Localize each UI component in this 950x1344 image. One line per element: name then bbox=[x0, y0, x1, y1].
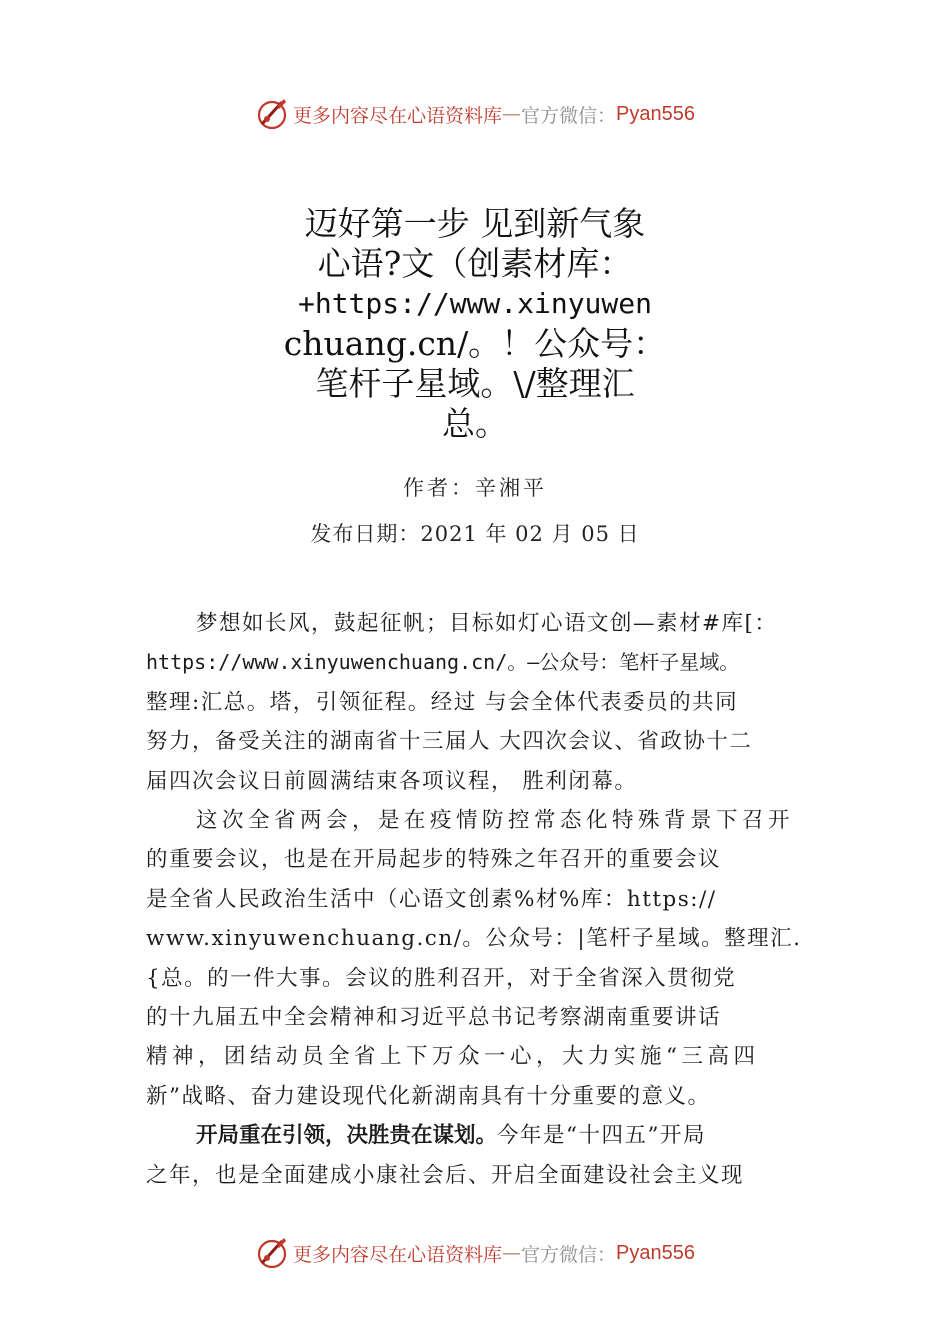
body-line: 届四次会议日前圆满结束各项议程， 胜利闭幕。 bbox=[146, 768, 638, 794]
banner-wechat-id: Pyan556 bbox=[616, 1241, 695, 1264]
body-line: https://www.xinyuwenchuang.cn/。—公众号：笔杆子星域。 bbox=[146, 650, 740, 675]
document-title bbox=[275, 204, 675, 444]
body-line-tail: 今年是“十四五”开局 bbox=[497, 1123, 706, 1149]
banner-separator: — bbox=[502, 1242, 522, 1264]
body-line: 的重要会议，也是在开局起步的特殊之年召开的重要会议 bbox=[146, 847, 722, 873]
body-line: 整理:汇总。塔，引领征程。经过 与会全体代表委员的共同 bbox=[146, 689, 739, 715]
brush-logo-icon bbox=[255, 1236, 289, 1270]
banner-wechat-id: Pyan556 bbox=[616, 102, 695, 125]
body-line: 的十九届五中全会精神和习近平总书记考察湖南重要讲话 bbox=[146, 1005, 722, 1031]
title-line: chuang.cn/。！公众号： bbox=[283, 324, 667, 363]
body-line: www.xinyuwenchuang.cn/。公众号：|笔杆子星域。整理汇. bbox=[146, 926, 802, 952]
title-line: +https://www.xinyuwen bbox=[297, 287, 652, 320]
header-banner bbox=[0, 94, 950, 134]
title-line: 总。 bbox=[442, 404, 508, 443]
body-line: 新”战略、奋力建设现代化新湖南具有十分重要的意义。 bbox=[146, 1083, 711, 1109]
banner-wechat-label: 官方微信： bbox=[521, 104, 617, 127]
section-lead: 开局重在引领，决胜贵在谋划。 bbox=[196, 1123, 498, 1149]
body-line: 努力，备受关注的湖南省十三届人 大四次会议、省政协十二 bbox=[146, 729, 753, 755]
title-line: 心语?文（创素材库： bbox=[317, 244, 633, 283]
body-line: 是全省人民政治生活中（心语文创素%材%库：https:// bbox=[146, 886, 717, 912]
footer-banner bbox=[0, 1233, 950, 1273]
body-line: 梦想如长风，鼓起征帆；目标如灯心语文创—素材#库[： bbox=[196, 611, 778, 636]
banner-separator: — bbox=[502, 103, 522, 125]
publish-date: 发布日期：2021 年 02 月 05 日 bbox=[310, 522, 640, 546]
body-line: 这次全省两会，是在疫情防控常态化特殊背景下召开 bbox=[196, 808, 795, 834]
author-line: 作者：辛湘平 bbox=[403, 476, 547, 500]
body-line bbox=[146, 1116, 836, 1155]
title-line: 笔杆子星域。\/整理汇 bbox=[315, 364, 635, 403]
article-body bbox=[146, 604, 836, 1195]
body-line: 精神，团结动员全省上下万众一心，大力实施“三高四 bbox=[146, 1044, 760, 1070]
body-line: {总。的一件大事。会议的胜利召开，对于全省深入贯彻党 bbox=[146, 965, 737, 991]
banner-text: 更多内容尽在心语资料库 bbox=[293, 1243, 503, 1266]
title-line: 迈好第一步 见到新气象 bbox=[304, 204, 646, 243]
banner-wechat-label: 官方微信： bbox=[521, 1243, 617, 1266]
banner-text: 更多内容尽在心语资料库 bbox=[293, 104, 503, 127]
brush-logo-icon bbox=[255, 97, 289, 131]
body-line: 之年，也是全面建成小康社会后、开启全面建设社会主义现 bbox=[146, 1162, 745, 1188]
